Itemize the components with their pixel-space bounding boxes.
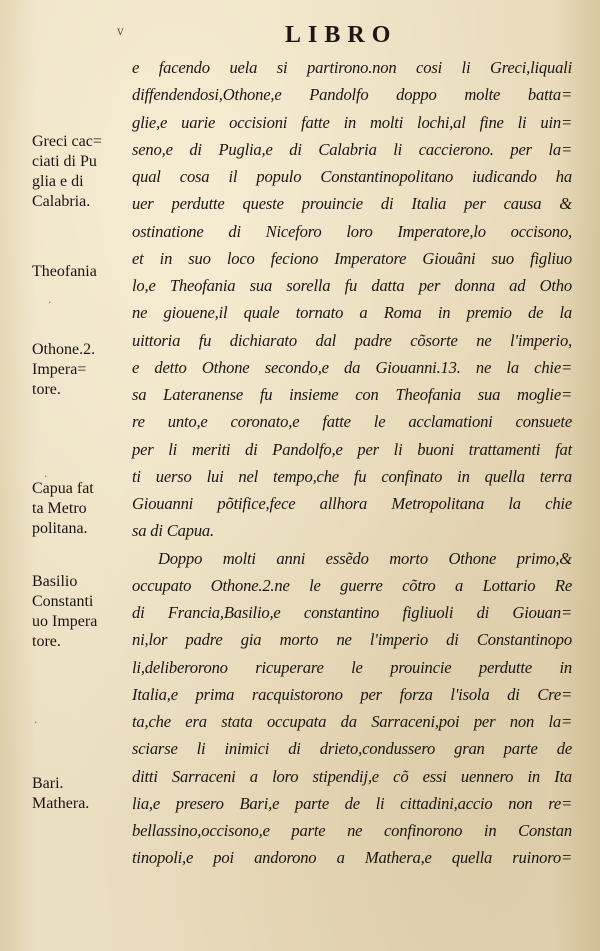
text-line: et in suo loco feciono Imperatore Giouãni suo figliuo [132,248,572,268]
marginal-note-line: Capua fat [32,480,94,497]
text-line: bellassino,occisono,e parte ne confinorono in Constan [132,821,572,840]
text-line: Giouanni põtifice,fece allhora Metropolitana la chie [132,494,572,513]
text-line: re unto,e coronato,e fatte le acclamationi consuete [132,412,572,432]
text-line: e detto Othone secondo,e da Giouanni.13. ne la chie= [132,357,572,377]
text-line: ta,che era stata occupata da Sarraceni,poi per non la= [132,712,572,731]
ink-speck: · [48,296,52,309]
text-line: uittoria fu dichiarato dal padre cõsorte ne l'imperio, [132,330,572,350]
marginal-note-line: tore. [32,633,61,650]
marginal-note-line: Greci cac= [32,133,102,150]
text-line: sa di Capua. [132,521,214,541]
marginal-note [32,132,132,212]
marginal-note-line: tore. [32,381,61,398]
text-line: sa Lateranense fu insieme con Theofania sua moglie= [132,385,572,404]
text-line: ti uerso lui nel tempo,che fu confinato in quella terra [132,466,572,486]
marginal-note [32,572,132,652]
text-line: per li meriti di Pandolfo,e per li buoni trattamenti fat [132,439,572,459]
text-line: lo,e Theofania sua sorella fu datta per donna ad Otho [132,276,572,295]
text-line: occupato Othone.2.ne le guerre cõtro a Lottario Re [132,575,572,595]
marginalia [0,0,132,951]
marginal-note [32,479,132,539]
text-line: uer perdutte queste prouincie di Italia per causa & [132,194,572,214]
marginal-note-line: politana. [32,520,88,537]
marginal-note-line: uo Impera [32,613,98,630]
marginal-note-line: Constanti [32,593,94,610]
ink-speck: · [44,470,48,483]
text-line: ostinatione di Niceforo loro Imperatore,lo occisono, [132,221,572,241]
marginal-note-line: Theofania [32,263,97,280]
marginal-note-line: Othone.2. [32,341,96,358]
corner-mark: v [117,24,124,38]
text-line: Italia,e prima racquistorono per forza l'isola di Cre= [132,684,572,704]
text-line: diffendendosi,Othone,e Pandolfo doppo molte batta= [132,85,572,105]
marginal-note [32,774,132,814]
marginal-note-line: ta Metro [32,500,87,517]
text-line: tinopoli,e poi andorono a Mathera,e quella ruinoro= [132,848,572,868]
text-line: qual cosa il populo Constantinopolitano iudicando ha [132,167,572,186]
text-line: seno,e di Puglia,e di Calabria li caccierono. per la= [132,139,572,159]
marginal-note-line: Basilio [32,573,78,590]
marginal-note [32,262,132,282]
body-text [132,54,572,872]
text-line: Doppo molti anni essẽdo morto Othone primo,& [158,548,572,568]
text-line: ni,lor padre gia morto ne l'imperio di Constantinopo [132,630,572,650]
marginal-note-line: ciati di Pu [32,153,97,170]
marginal-note-line: Impera= [32,361,87,378]
text-line: sciarse li inimici di drieto,condussero gran parte de [132,739,572,759]
marginal-note [32,340,132,400]
text-line: li,deliberorono ricuperare le prouincie perdutte in [132,657,572,677]
text-line: e facendo uela si partirono.non cosi li Greci,liquali [132,58,572,77]
text-line: ne giouene,il quale tornato a Roma in premio de la [132,303,572,323]
marginal-note-line: Bari. [32,775,64,792]
ink-speck: · [34,716,38,729]
text-line: di Francia,Basilio,e constantino figliuoli di Giouan= [132,603,572,622]
text-line: ditti Sarraceni a loro stipendij,e cõ essi uennero in Ita [132,766,572,786]
marginal-note-line: glia e di [32,173,84,190]
running-head: LIBRO [285,22,398,48]
text-line: lia,e presero Bari,e parte de li cittadini,accio non re= [132,793,572,813]
marginal-note-line: Calabria. [32,193,91,210]
marginal-note-line: Mathera. [32,795,90,812]
text-line: glie,e uarie occisioni fatte in molti lochi,al fine li uin= [132,112,572,132]
